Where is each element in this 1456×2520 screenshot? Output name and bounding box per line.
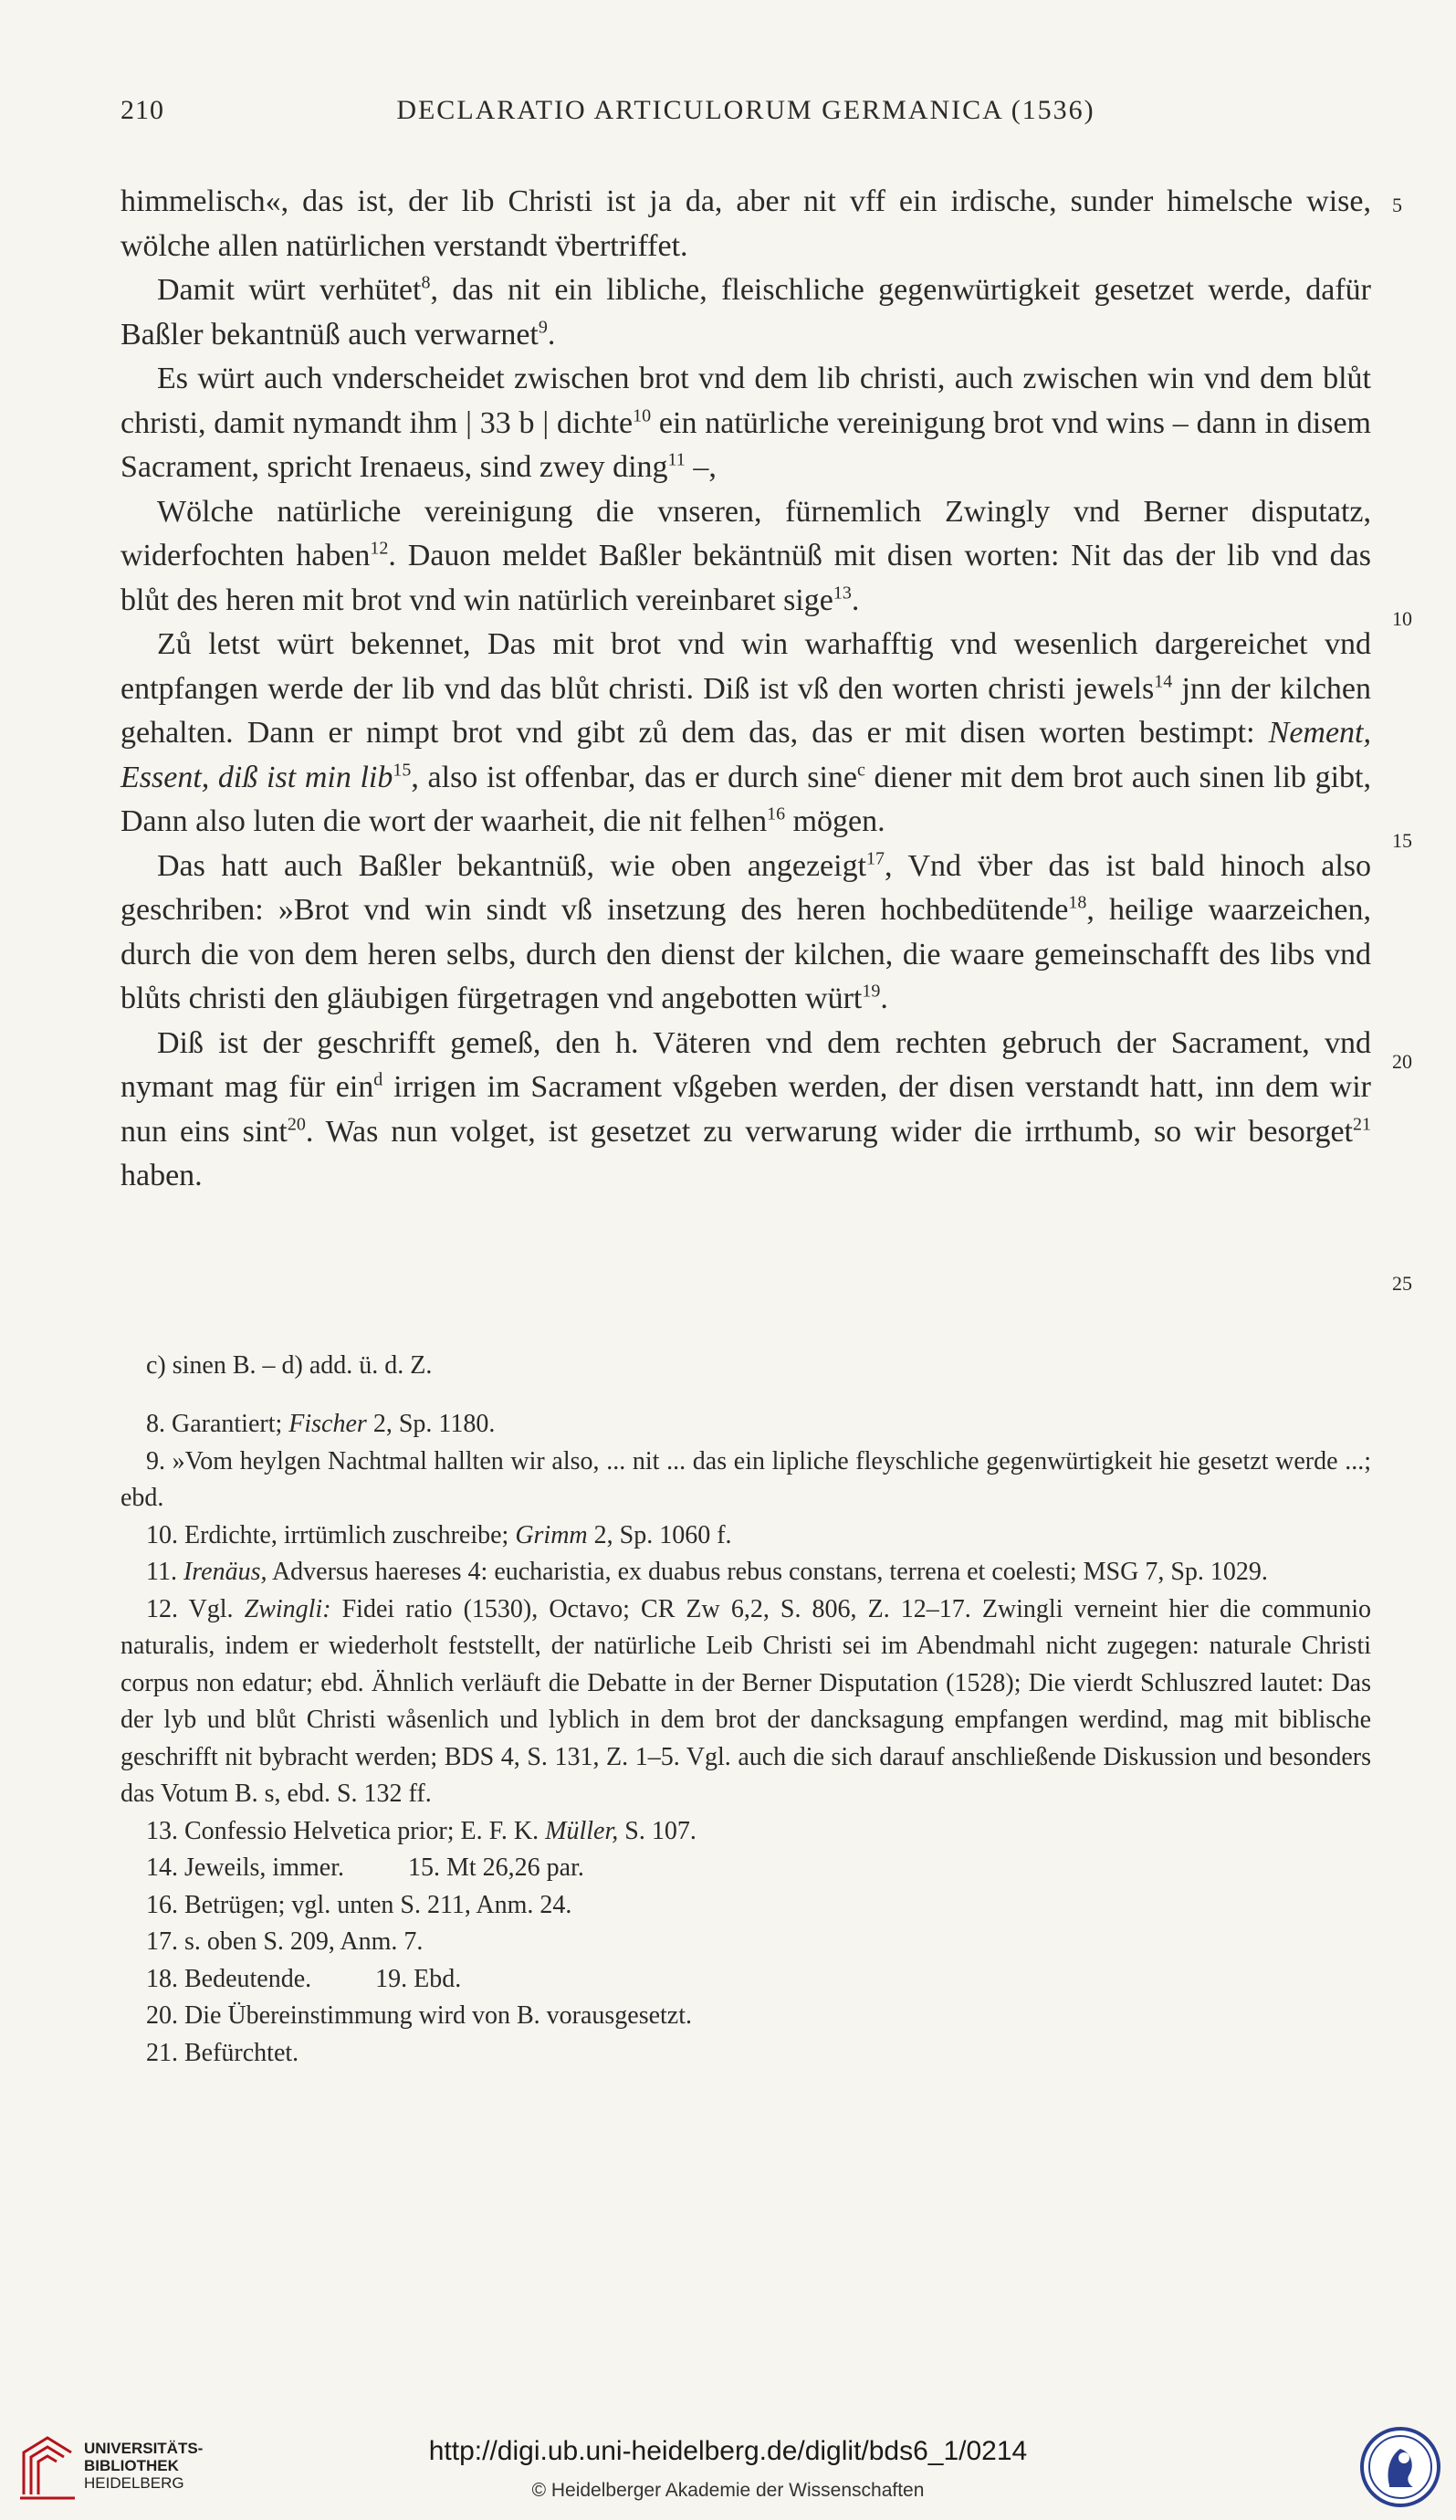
paragraph-1: himmelisch«, das ist, der lib Christi ist ja da, aber nit vff ein irdische, sunder himelsche wise, wölche allen natürlichen verstandt v̈bertriffet.: [120, 184, 1371, 263]
footnote-13: 13. Confessio Helvetica prior; E. F. K. Müller, S. 107.: [146, 1816, 697, 1845]
critical-apparatus: c) sinen B. – d) add. ü. d. Z.: [146, 1351, 433, 1380]
quoted-words: Nement, Essent, diß ist min lib: [120, 716, 1371, 794]
line-number-25: 25: [1392, 1272, 1412, 1295]
footnote-21: 21. Befürchtet.: [146, 2038, 299, 2067]
note-ref: 15: [393, 760, 412, 781]
footnote-11: 11. Irenäus, Adversus haereses 4: eucharistia, ex duabus rebus constans, terrena et coelesti; MSG 7, Sp. 1029.: [146, 1558, 1268, 1586]
permalink-url[interactable]: http://digi.ub.uni-heidelberg.de/diglit/bds6_1/0214: [428, 2436, 1028, 2466]
footnote-17: 17. s. oben S. 209, Anm. 7.: [146, 1927, 424, 1956]
copyright-notice: © Heidelberger Akademie der Wissenschaften: [531, 2480, 925, 2501]
note-ref: 19: [862, 981, 881, 1002]
footnote-9: 9. »Vom heylgen Nachtmal hallten wir also, ... nit ... das ein lipliche fleyschliche gegenwürtigkeit hie gesetzt werde ...; ebd.: [120, 1446, 1371, 1512]
note-ref: 10: [633, 405, 652, 426]
page-number: 210: [120, 95, 164, 125]
footnote-16: 16. Betrügen; vgl. unten S. 211, Anm. 24.: [146, 1890, 572, 1919]
footnote-10: 10. Erdichte, irrtümlich zuschreibe; Grimm 2, Sp. 1060 f.: [146, 1520, 732, 1549]
line-number-15: 15: [1392, 829, 1412, 852]
note-ref: 14: [1154, 671, 1173, 692]
footnote-12: 12. Vgl. Zwingli: Fidei ratio (1530), Octavo; CR Zw 6,2, S. 806, Z. 12–17. Zwingli verneint hier die communio naturalis, indem er wiederholt feststellt, der natürliche Leib Christi sei im Abendmahl nicht zugegen: naturale Christi corpus non edatur; ebd. Ähnlich verläuft die Debatte in der Berner Disputation (1528); Die vierdt Schluszred lautet: Das der lyb und blůt Christi wåsenlich und lyblich in dem brot der dancksagung empfangen werdind, mag mit biblische geschrifft nit bybracht werden; BDS 4, S. 131, Z. 1–5. Vgl. auch die sich darauf anschließende Diskussion und besonders das Votum B. s, ebd. S. 132 ff.: [120, 1594, 1371, 1808]
note-ref: 9: [538, 317, 548, 338]
note-ref: 21: [1352, 1114, 1371, 1135]
paragraph-7: Diß ist der geschrifft gemeß, den h. Väteren vnd dem rechten gebruch der Sacrament, vnd nymant mag für ein$^d$ irrigen im Sacrament vßgeben werden, der disen verstandt hatt, inn dem wir nun eins sint$^{20}$. Was nun volget, ist gesetzet zu verwarung wider die irrthumb, so wir besorget$^{21}$ haben.: [120, 1025, 1371, 1192]
main-text: [120, 180, 1371, 1199]
line-number-20: 20: [1392, 1050, 1412, 1073]
footnote-19: 19. Ebd.: [375, 1964, 462, 1993]
footnote-18-19: [120, 1961, 1371, 1999]
note-ref: 11: [667, 449, 686, 470]
running-head: [120, 95, 1371, 131]
apparatus-ref: c: [856, 760, 865, 781]
digitization-footer: [0, 2410, 1456, 2520]
note-ref: 18: [1068, 892, 1087, 913]
line-number-5: 5: [1392, 194, 1402, 216]
line-number-10: 10: [1392, 607, 1412, 630]
academy-seal-icon: [1358, 2425, 1442, 2509]
paragraph-6: Das hatt auch Baßler bekantnüß, wie oben angezeigt$^{17}$, Vnd v̈ber das ist bald hinoch also geschriben: »Brot vnd win sindt vß insetzung des heren hochbedütende$^{18}$, heilige waarzeichen, durch die von dem heren selbs, durch den dienst der kilchen, die waare gemeinschafft des libs vnd blůts christi den gläubigen fürgetragen vnd angebotten würt$^{19}$.: [120, 848, 1371, 1015]
note-ref: 16: [767, 803, 786, 824]
footnotes: [120, 1406, 1371, 2072]
note-ref: 20: [287, 1114, 306, 1135]
footnote-14-15: [120, 1850, 1371, 1887]
footnote-8: 8. Garantiert; Fischer 2, Sp. 1180.: [146, 1410, 496, 1438]
footnote-18: 18. Bedeutende.: [146, 1964, 312, 1993]
note-ref: 12: [370, 538, 389, 559]
paragraph-3: Es würt auch vnderscheidet zwischen brot vnd dem lib christi, auch zwischen win vnd dem blůt christi, damit nymandt ihm | 33 b | dichte$^{10}$ ein natürliche vereinigung brot vnd wins – dann in disem Sacrament, spricht Irenaeus, sind zwey ding$^{11}$ –,: [120, 362, 1372, 484]
paragraph-5: Zů letst würt bekennet, Das mit brot vnd win warhafftig vnd wesenlich dargereichet vnd entpfangen werde der lib vnd das blůt christi. Diß ist vß den worten christi jewels$^{14}$ jnn der kilchen gehalten. Dann er nimpt brot vnd gibt zů dem das, das er mit disen worten bestimpt: Nement, Essent, diß ist min lib$^{15}$, also ist offenbar, das er durch sine$^c$ diener mit dem brot auch sinen lib gibt, Dann also luten die wort der waarheit, die nit felhen$^{16}$ mögen.: [120, 627, 1372, 838]
library-name: UNIVERSITÄTS- BIBLIOTHEK HEIDELBERG: [84, 2440, 204, 2492]
footnote-14: 14. Jeweils, immer.: [146, 1853, 344, 1882]
note-ref: 17: [866, 848, 885, 869]
paragraph-2: Damit würt verhütet$^8$, das nit ein libliche, fleischliche gegenwürtigkeit gesetzet werde, dafür Baßler bekantnüß auch verwarnet$^9$.: [120, 272, 1372, 352]
apparatus-ref: d: [373, 1069, 383, 1090]
running-title: DECLARATIO ARTICULORUM GERMANICA (1536): [396, 95, 1095, 125]
note-ref: 8: [421, 272, 431, 293]
note-ref: 13: [833, 583, 852, 604]
footnote-15: 15. Mt 26,26 par.: [407, 1853, 584, 1882]
footnote-20: 20. Die Übereinstimmung wird von B. vorausgesetzt.: [146, 2001, 693, 2030]
paragraph-4: Wölche natürliche vereinigung die vnseren, fürnemlich Zwingly vnd Berner disputatz, widerfochten haben$^{12}$. Dauon meldet Baßler bekäntnüß mit disen worten: Nit das der lib vnd das blůt des heren mit brot vnd win natürlich vereinbaret sige$^{13}$.: [120, 494, 1371, 617]
